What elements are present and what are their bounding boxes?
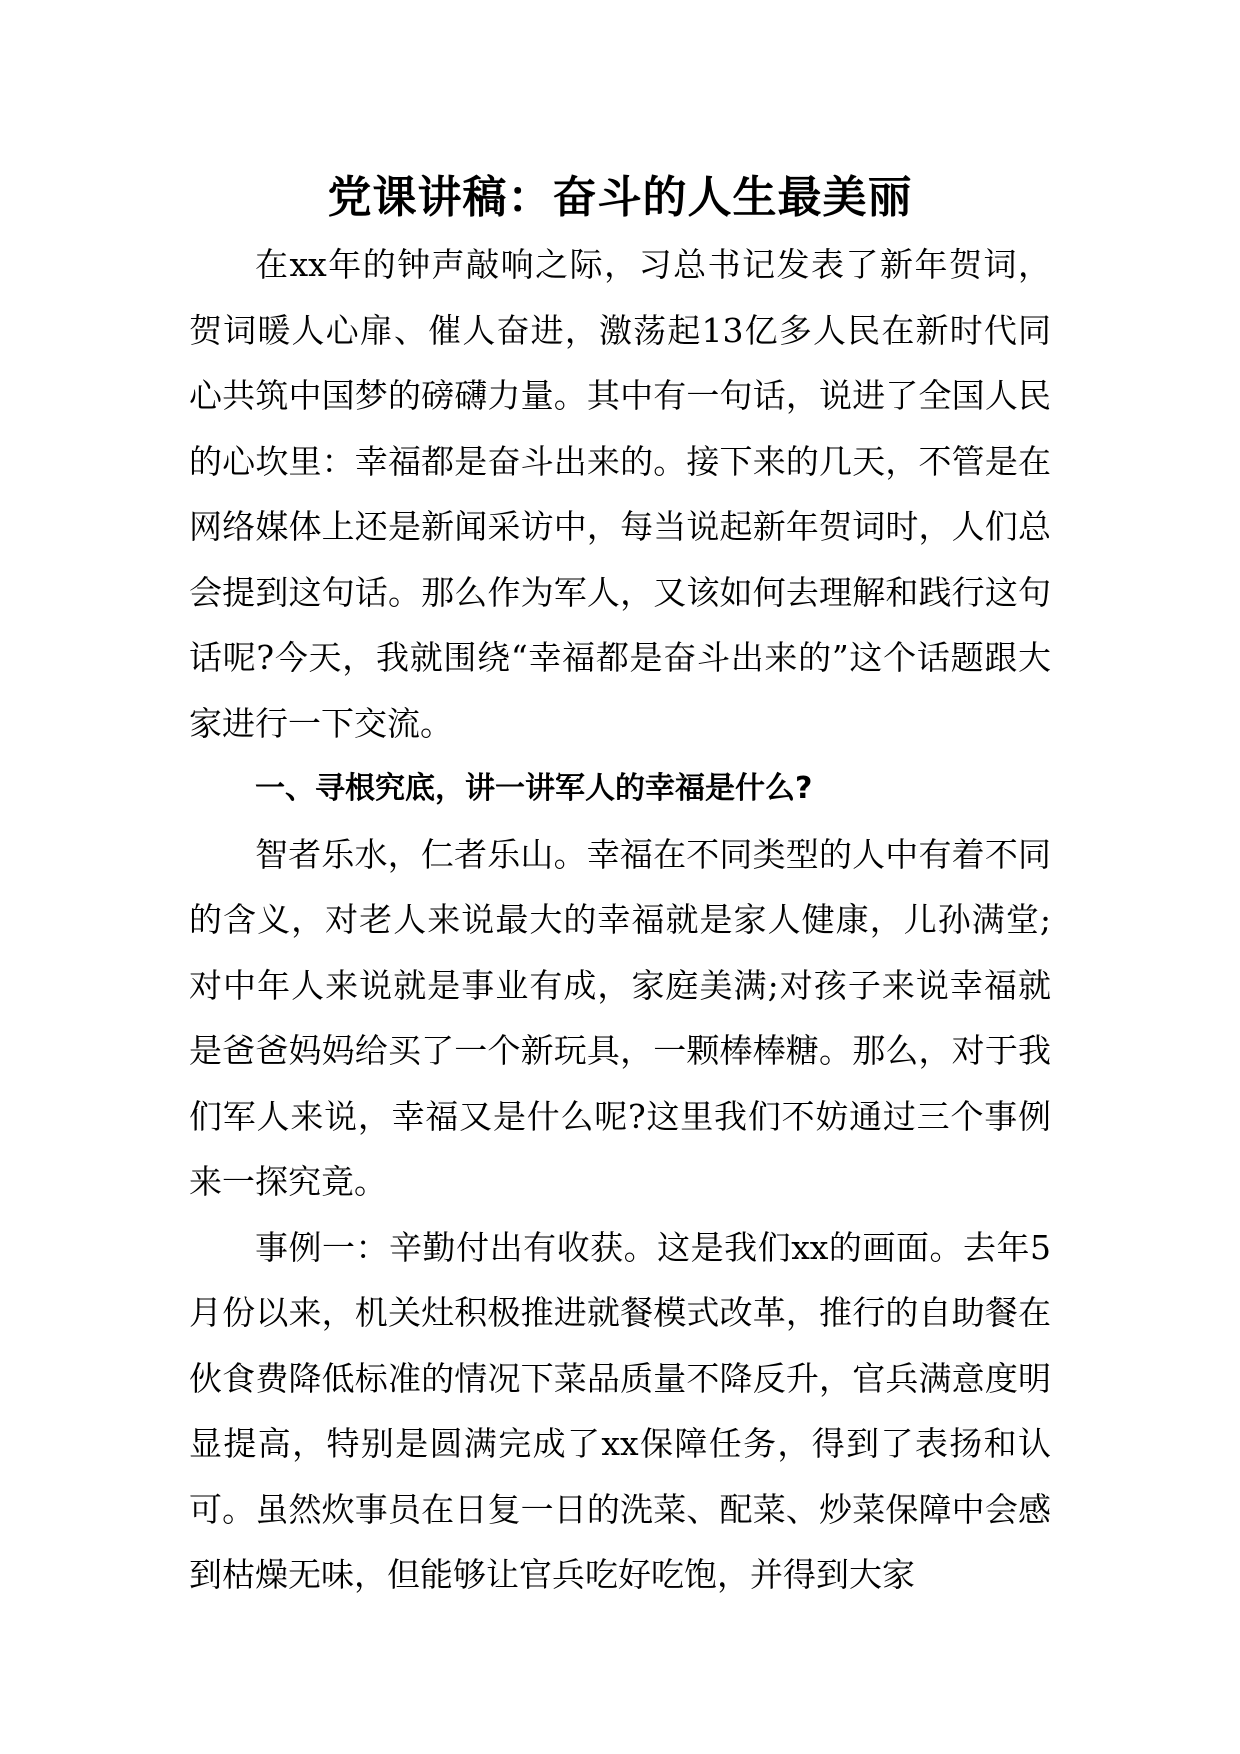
- document-title: 党课讲稿：奋斗的人生最美丽: [327, 172, 913, 223]
- paragraph-happiness-meaning: 智者乐水，仁者乐山。幸福在不同类型的人中有着不同的含义，对老人来说最大的幸福就是家人健康，儿孙满堂;对中年人来说就是事业有成，家庭美满;对孩子来说幸福就是爸爸妈妈给买了一个新玩具，一颗棒棒糖。那么，对于我们军人来说，幸福又是什么呢?这里我们不妨通过三个事例来一探究竟。: [189, 834, 1051, 1201]
- document-body: [189, 232, 1051, 1608]
- paragraph-example-one: 事例一：辛勤付出有收获。这是我们xx的画面。去年5月份以来，机关灶积极推进就餐模式改革，推行的自助餐在伙食费降低标准的情况下菜品质量不降反升，官兵满意度明显提高，特别是圆满完成了xx保障任务，得到了表扬和认可。虽然炊事员在日复一日的洗菜、配菜、炒菜保障中会感到枯燥无味，但能够让官兵吃好吃饱，并得到大家: [189, 1227, 1051, 1594]
- paragraph-intro: 在xx年的钟声敲响之际，习总书记发表了新年贺词，贺词暖人心扉、催人奋进，激荡起13亿多人民在新时代同心共筑中国梦的磅礴力量。其中有一句话，说进了全国人民的心坎里：幸福都是奋斗出来的。接下来的几天，不管是在网络媒体上还是新闻采访中，每当说起新年贺词时，人们总会提到这句话。那么作为军人，又该如何去理解和践行这句话呢?今天，我就围绕“幸福都是奋斗出来的”这个话题跟大家进行一下交流。: [189, 245, 1051, 743]
- section-heading: 一、寻根究底，讲一讲军人的幸福是什么?: [255, 771, 813, 806]
